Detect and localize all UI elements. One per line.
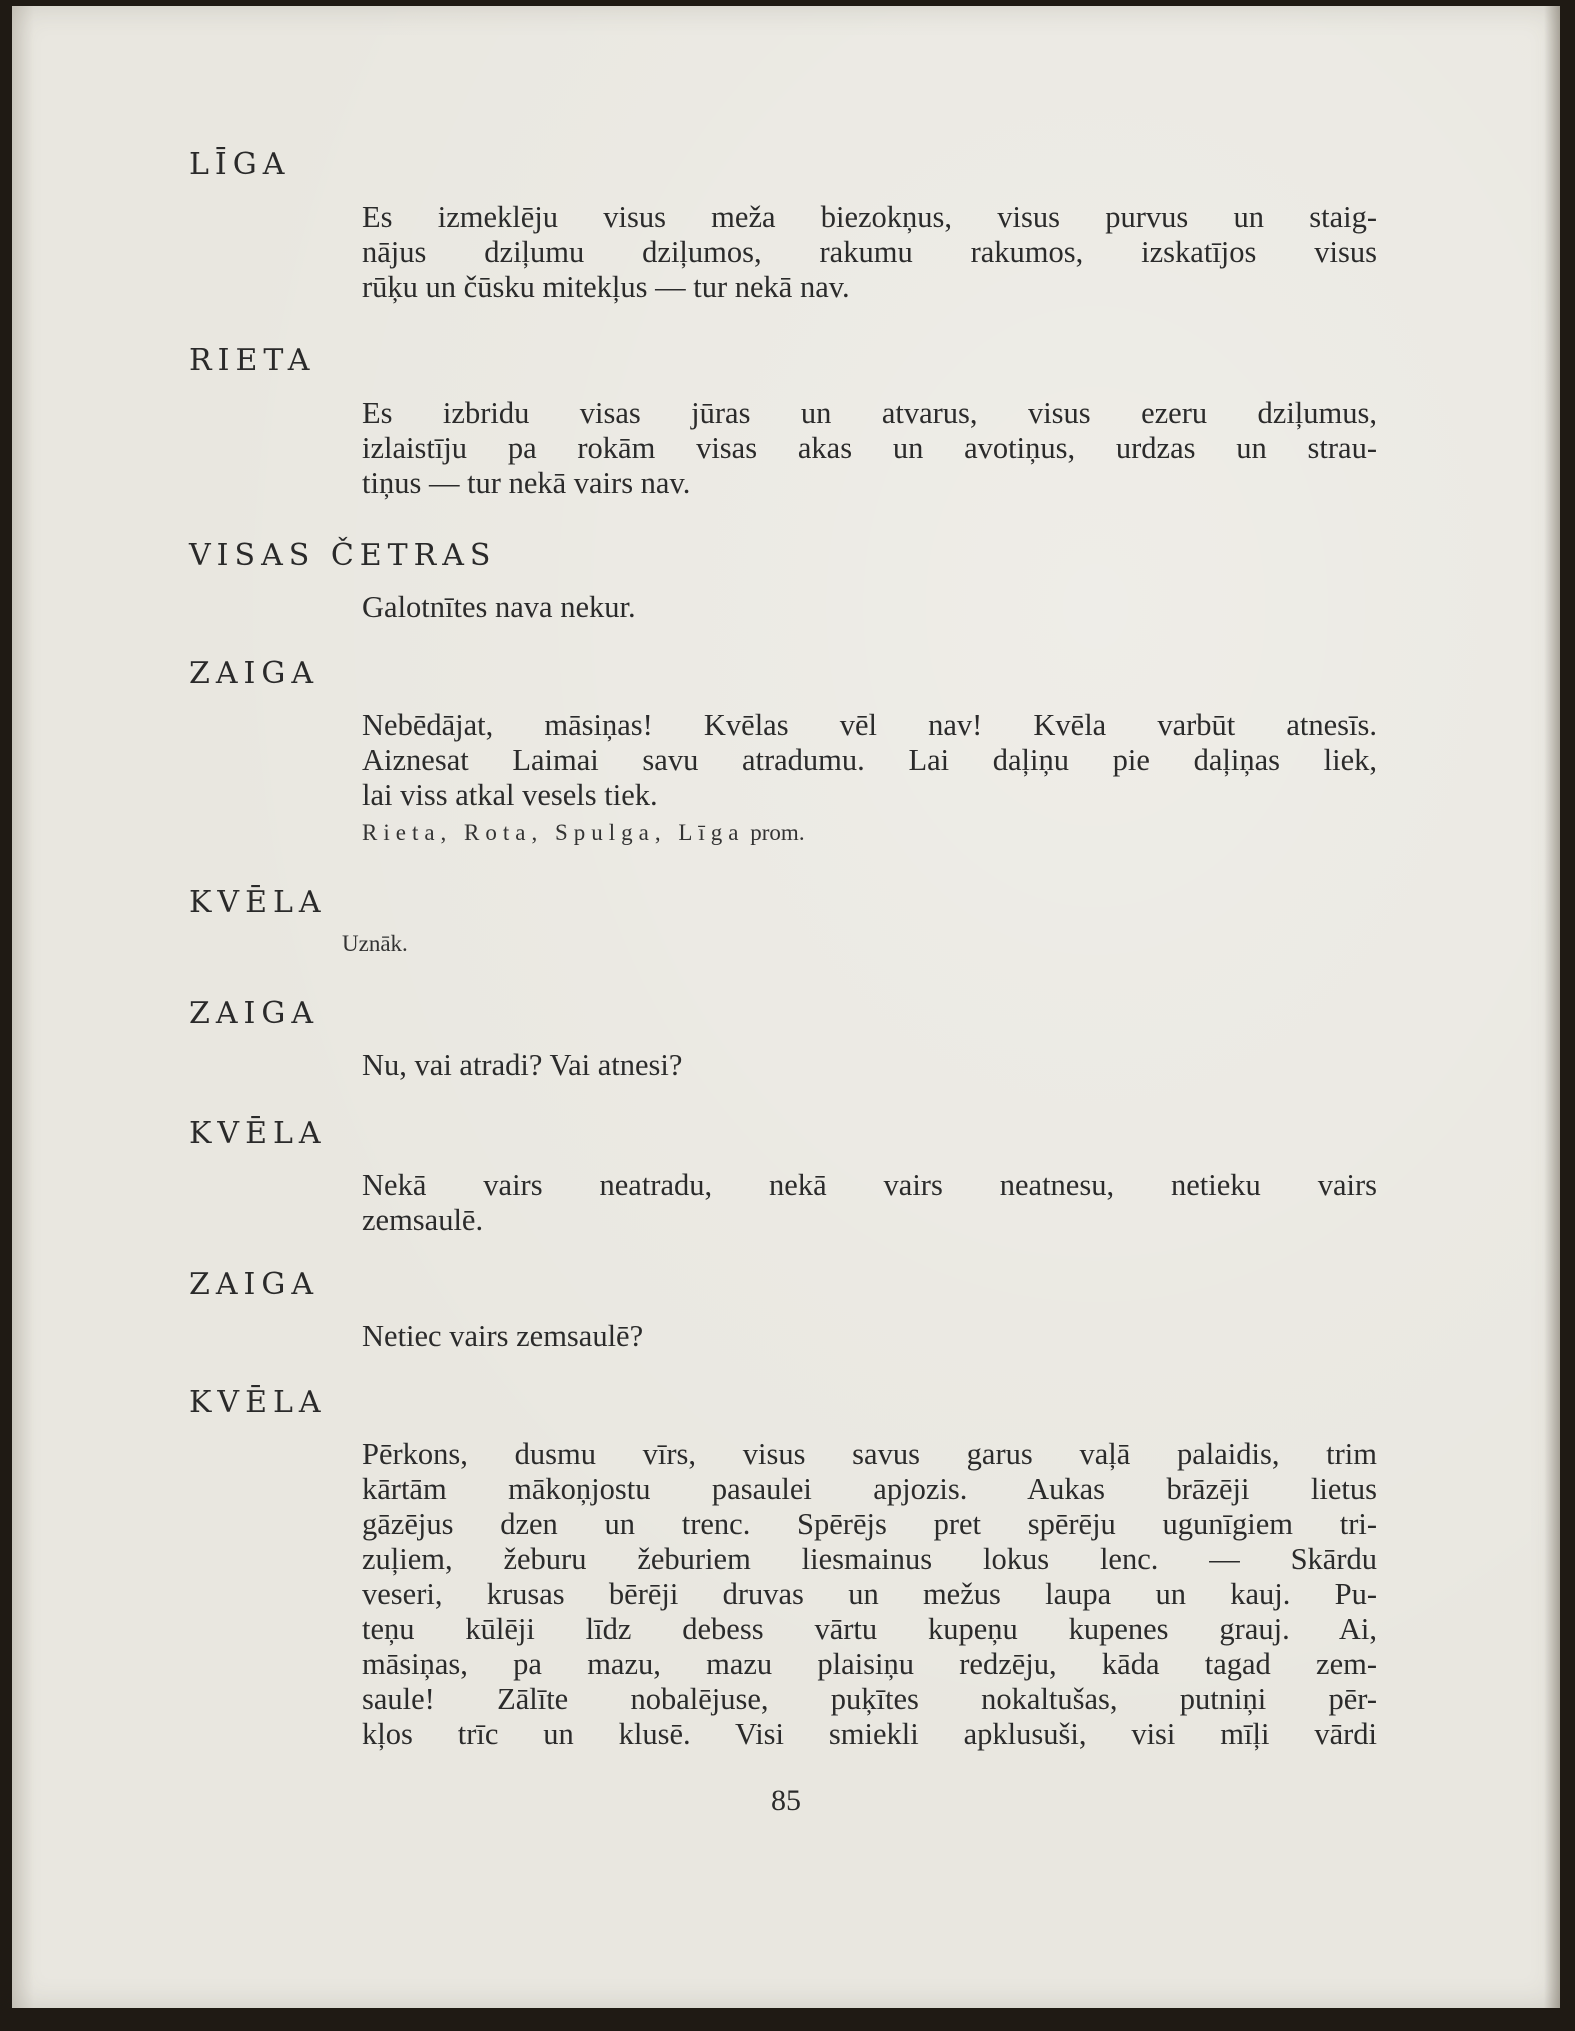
speech-line: kārtām mākoņjostu pasaulei apjozis. Aukas brāzēji lietus [362,1472,1377,1506]
speech-text [362,708,1377,813]
speech-line: rūķu un čūsku mitekļus — tur nekā nav. [362,270,850,304]
stage-direction-word: prom. [750,820,805,845]
speech-line: nājus dziļumu dziļumos, rakumu rakumos, izskatījos visus [362,235,1377,269]
speech-text [362,1048,1377,1083]
speaker-name: ZAIGA [189,656,319,691]
stage-direction [362,820,805,846]
speech-line: Pērkons, dusmu vīrs, visus savus garus vaļā palaidis, trim [362,1437,1377,1471]
speaker-name: ZAIGA [189,1267,319,1302]
speech-line: gāzējus dzen un trenc. Spērējs pret spērēju ugunīgiem tri- [362,1507,1377,1541]
speech-line: Netiec vairs zemsaulē? [362,1319,644,1353]
speech-text [362,1437,1377,1752]
speech-line: zuļiem, žeburu žeburiem liesmainus lokus lenc. — Skārdu [362,1542,1377,1576]
speech-line: izlaistīju pa rokām visas akas un avotiņus, urdzas un strau- [362,431,1377,465]
book-page [12,6,1560,2008]
speech-line: tiņus — tur nekā vairs nav. [362,466,691,500]
speaker-name: VISAS ČETRAS [189,538,497,573]
speech-line: Aiznesat Laimai savu atradumu. Lai daļiņu pie daļiņas liek, [362,743,1377,777]
speech-text [362,1319,1377,1354]
speech-line: lai viss atkal vesels tiek. [362,778,658,812]
speaker-name: RIETA [189,343,316,378]
speech-text [362,1168,1377,1238]
speech-line: Nekā vairs neatradu, nekā vairs neatnesu, netieku vairs [362,1168,1377,1202]
speech-line: Galotnītes nava nekur. [362,590,636,624]
speech-line: Es izbridu visas jūras un atvarus, visus ezeru dziļumus, [362,396,1377,430]
speech-line: Nu, vai atradi? Vai atnesi? [362,1048,683,1082]
speech-line: Nebēdājat, māsiņas! Kvēlas vēl nav! Kvēla varbūt atnesīs. [362,708,1377,742]
speaker-name: KVĒLA [189,1385,327,1420]
stage-direction: Uznāk. [342,931,408,956]
speaker-name: KVĒLA [189,885,327,920]
speech-line: saule! Zālīte nobalējuse, puķītes nokaltušas, putniņi pēr- [362,1682,1377,1716]
speech-text [362,590,1377,625]
speech-line: zemsaulē. [362,1203,484,1237]
speaker-name: ZAIGA [189,996,319,1031]
speaker-name: LĪGA [189,147,291,182]
speech-line: māsiņas, pa mazu, mazu plaisiņu redzēju, kāda tagad zem- [362,1647,1377,1681]
speech-line: kļos trīc un klusē. Visi smiekli apklusuši, visi mīļi vārdi [362,1717,1377,1751]
speech-text [362,396,1377,501]
speaker-name: KVĒLA [189,1116,327,1151]
page-number: 85 [771,1784,801,1817]
page-edge-shadow [1544,6,1560,2008]
speech-line: Es izmeklēju visus meža biezokņus, visus purvus un staig- [362,200,1377,234]
speech-text [362,200,1377,305]
stage-direction-names: Rieta, Rota, Spulga, Līga [362,820,745,845]
speech-line: teņu kūlēji līdz debess vārtu kupeņu kupenes grauj. Ai, [362,1612,1377,1646]
speech-line: veseri, krusas bērēji druvas un mežus laupa un kauj. Pu- [362,1577,1377,1611]
